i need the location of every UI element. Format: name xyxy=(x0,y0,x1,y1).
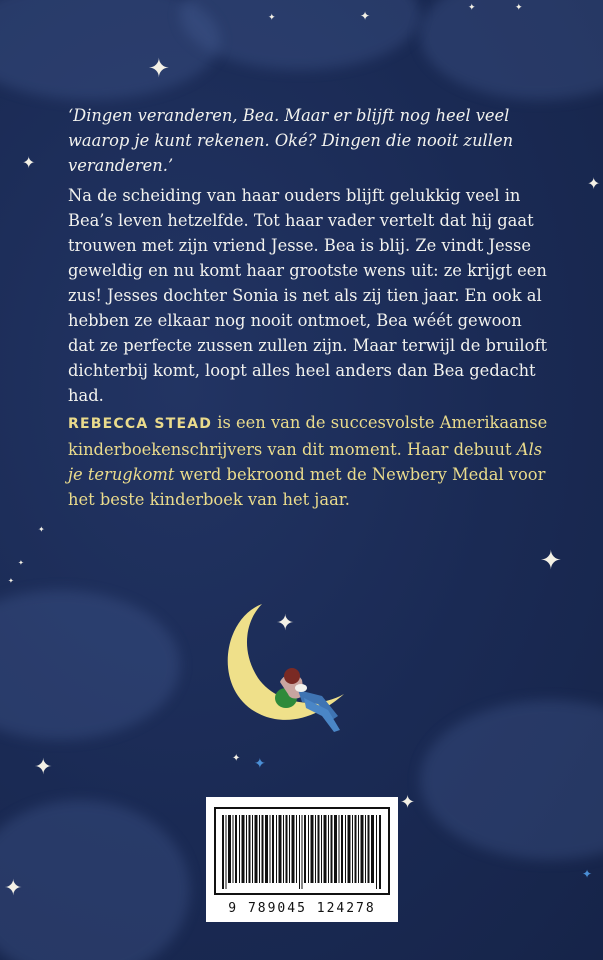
star-icon: ✦ xyxy=(360,9,371,23)
star-icon: ✦ xyxy=(18,559,24,567)
barcode xyxy=(206,797,398,922)
star-icon: ✦ xyxy=(232,753,241,764)
star-icon: ✦ xyxy=(276,611,295,636)
author-bio xyxy=(68,410,548,512)
star-icon: ✦ xyxy=(587,174,601,193)
star-icon: ✦ xyxy=(540,546,562,576)
star-icon: ✦ xyxy=(515,3,523,13)
star-icon: ✦ xyxy=(4,876,23,901)
cloud xyxy=(0,590,180,740)
barcode-bars xyxy=(222,815,382,889)
star-icon: ✦ xyxy=(268,13,276,23)
quote-text: ‘Dingen veranderen, Bea. Maar er blijft nog heel veel waarop je kunt rekenen. Oké? Dingen die nooit zullen veranderen.’ xyxy=(68,106,514,175)
book-title: Als je terugkomt xyxy=(68,440,543,484)
cloud xyxy=(180,0,420,70)
barcode-frame xyxy=(214,807,390,895)
star-icon: ✦ xyxy=(38,525,45,534)
isbn-number: 9 789045 124278 xyxy=(228,901,376,916)
blue-star-icon: ✦ xyxy=(582,867,593,881)
moon-girl-illustration xyxy=(218,598,358,748)
star-icon: ✦ xyxy=(34,755,53,780)
bio-text-1: is een van de succesvolste Amerikaanse kinderboekenschrijvers van dit moment. Haar debuut xyxy=(68,413,548,459)
blurb-text: Na de scheiding van haar ouders blijft gelukkig veel in Bea’s leven hetzelfde. Tot haar vader vertelt dat hij gaat trouwen met zijn vriend Jesse. Bea is blij. Ze vindt Jesse geweldig en nu komt haar grootste wens uit: ze krijgt een zus! Jesses dochter Sonia is net als zij tien jaar. En ook al hebben ze elkaar nog nooit ontmoet, Bea wéét gewoon dat ze perfecte zussen zullen zijn. Maar terwijl de bruiloft dichterbij komt, loopt alles heel anders dan Bea gedacht had. xyxy=(68,186,548,405)
star-icon: ✦ xyxy=(400,792,416,813)
moon-illustration xyxy=(218,598,358,748)
star-icon: ✦ xyxy=(22,153,36,172)
cloud xyxy=(0,800,190,960)
star-icon: ✦ xyxy=(468,3,476,13)
cloud xyxy=(420,700,603,860)
cloud xyxy=(420,0,603,100)
bio-text-2: werd bekroond met de Newbery Medal voor het beste kinderboek van het jaar. xyxy=(68,465,546,509)
star-icon: ✦ xyxy=(8,577,14,585)
author-name: REBECCA STEAD xyxy=(68,416,213,432)
blue-star-icon: ✦ xyxy=(254,756,266,772)
star-icon: ✦ xyxy=(148,54,170,84)
